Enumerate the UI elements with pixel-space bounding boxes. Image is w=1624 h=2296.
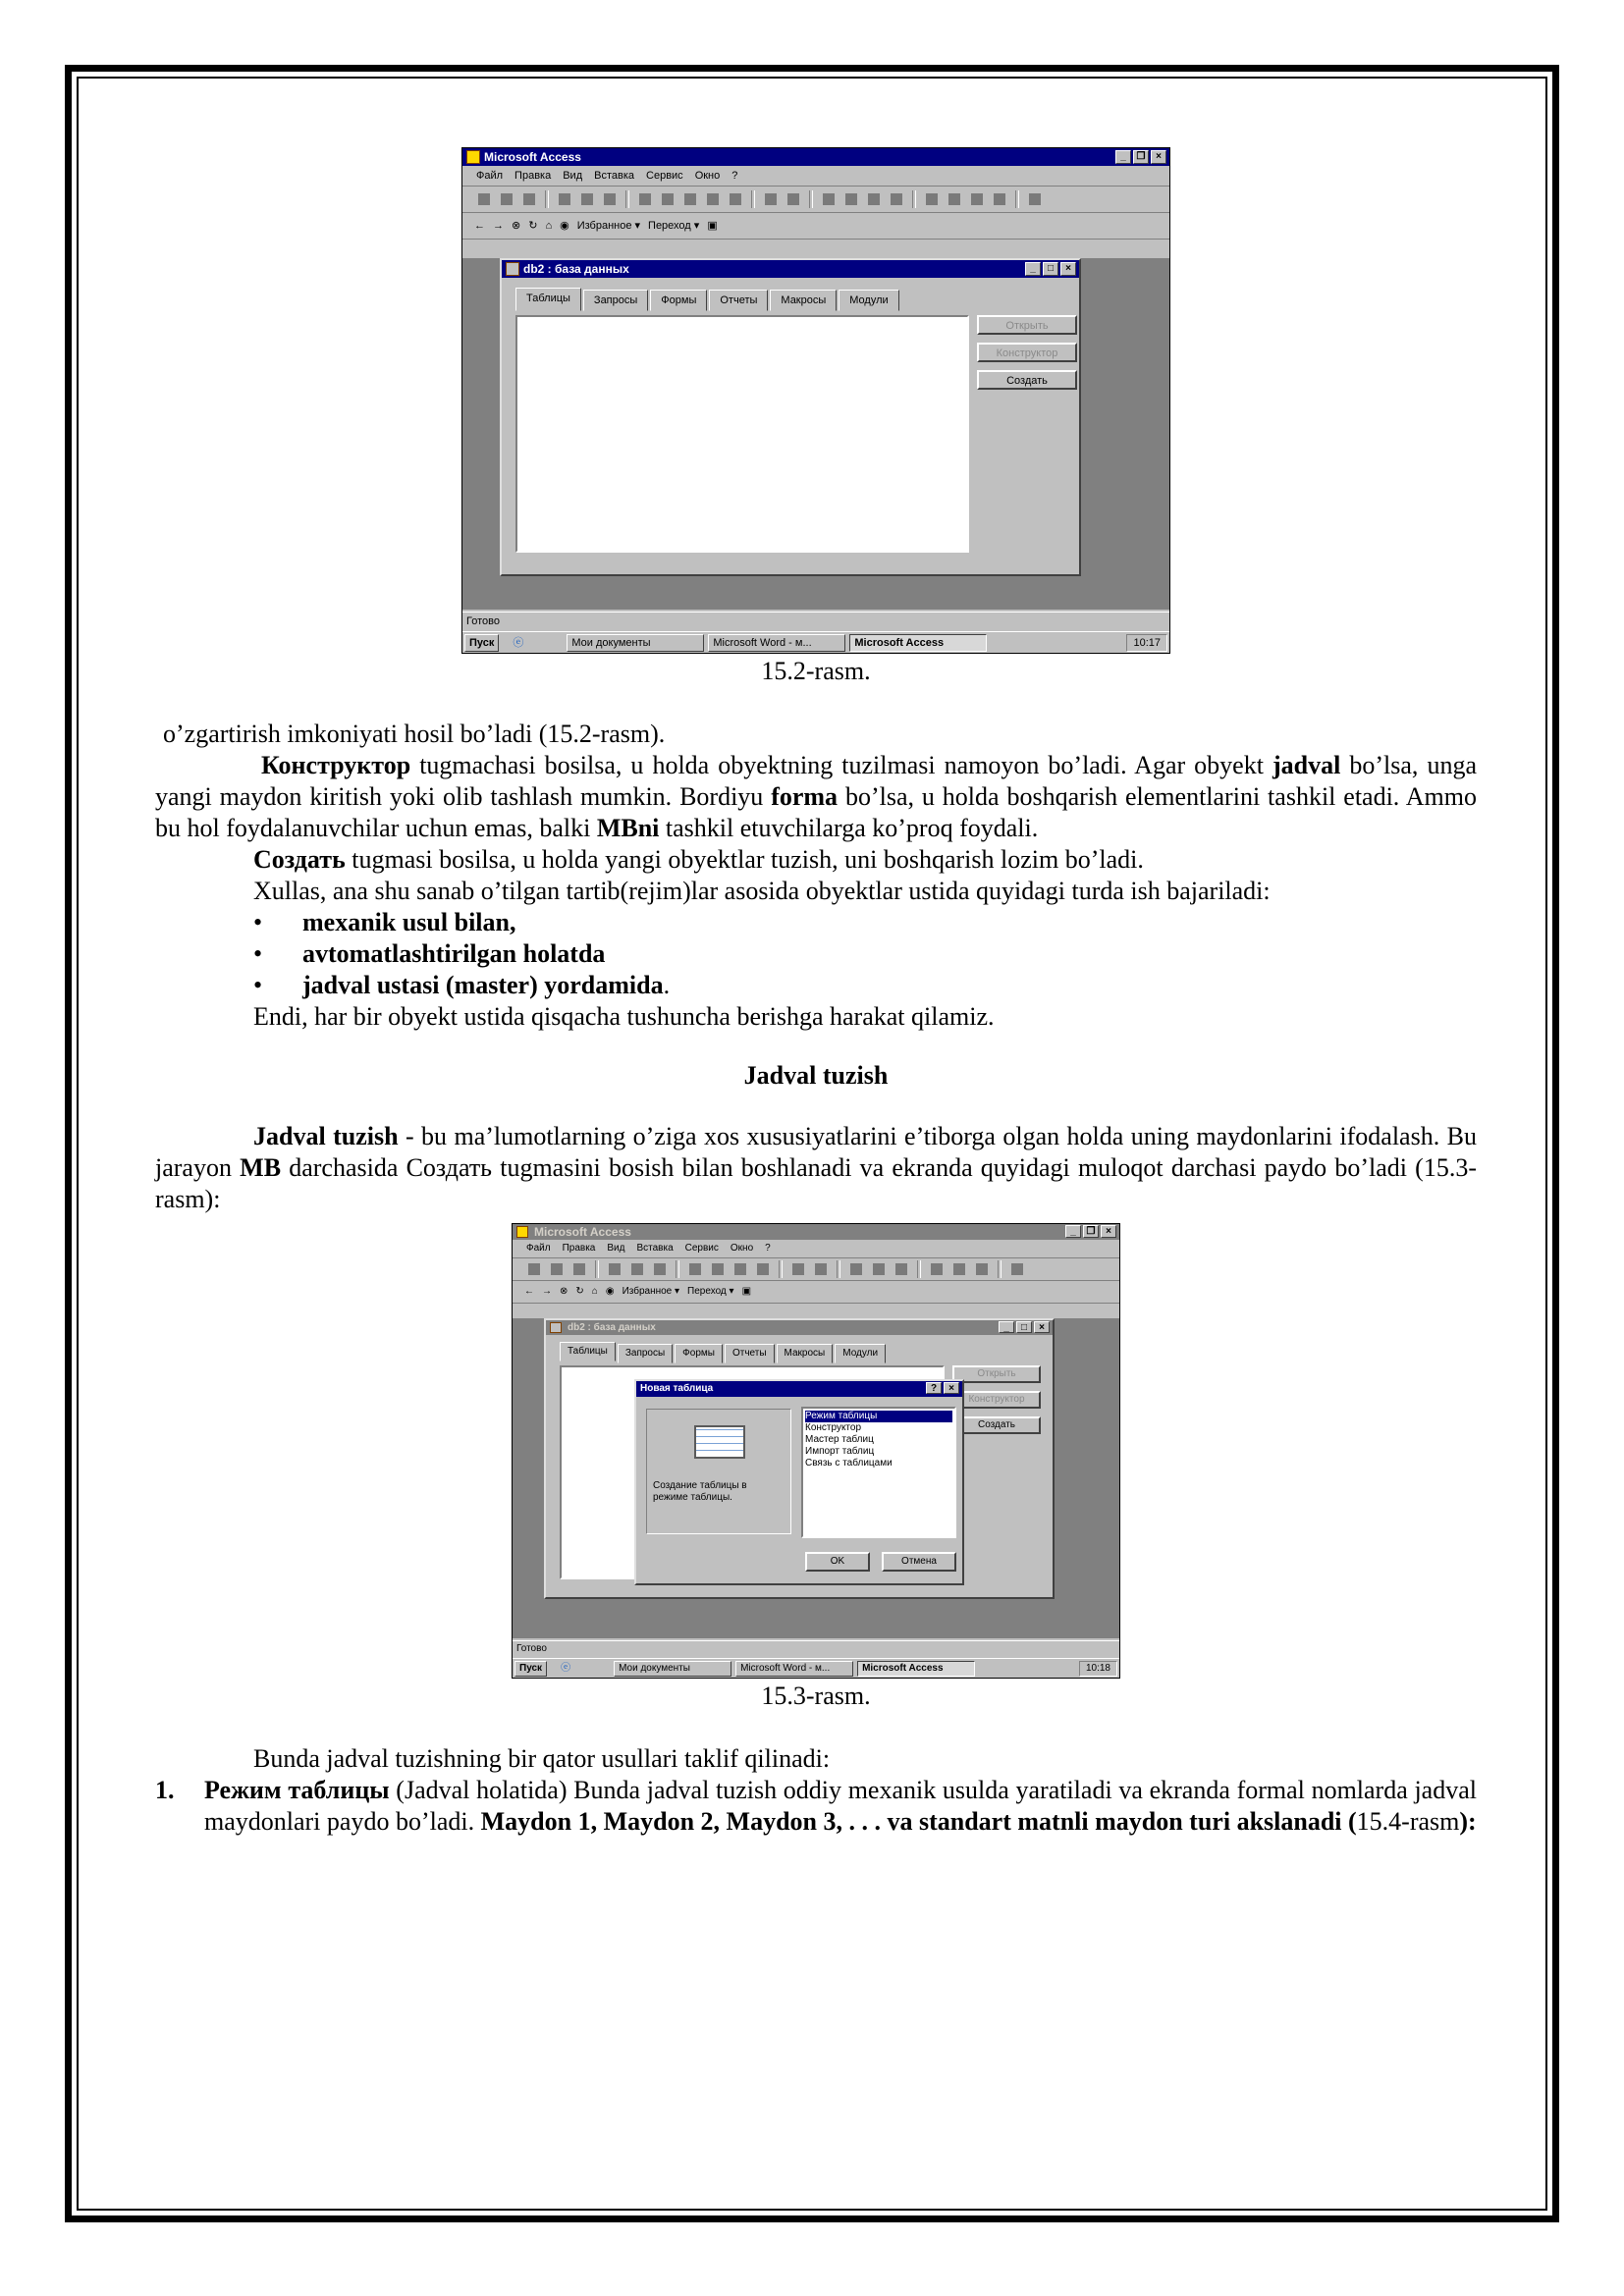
paragraph-1 bbox=[155, 719, 1477, 750]
status-text: Готово bbox=[516, 1643, 547, 1654]
figure-caption-15-2: 15.2-rasm. bbox=[761, 657, 871, 685]
tab-forms[interactable]: Формы bbox=[675, 1344, 723, 1363]
access-title-bar bbox=[462, 148, 1169, 166]
access-title-bar bbox=[513, 1224, 1119, 1240]
paragraph-6 bbox=[155, 1121, 1477, 1215]
menu-view[interactable]: Вид bbox=[607, 1243, 625, 1254]
maximize-icon[interactable]: ❐ bbox=[1133, 150, 1149, 164]
term-jadval: jadval bbox=[1272, 751, 1341, 779]
menu-view[interactable]: Вид bbox=[563, 170, 583, 182]
option-import[interactable]: Импорт таблиц bbox=[805, 1446, 875, 1457]
minimize-icon[interactable]: _ bbox=[1065, 1225, 1081, 1238]
web-toolbar bbox=[462, 213, 1169, 240]
web-toolbar bbox=[513, 1281, 1119, 1304]
new-icon[interactable] bbox=[524, 1259, 544, 1279]
standard-toolbar bbox=[513, 1258, 1119, 1281]
tab-modules[interactable]: Модули bbox=[839, 290, 898, 311]
list-icon[interactable] bbox=[869, 1259, 889, 1279]
option-datasheet[interactable]: Режим таблицы bbox=[805, 1411, 952, 1422]
stop-icon[interactable]: ⊗ bbox=[512, 220, 521, 232]
tab-macros[interactable]: Макросы bbox=[770, 290, 837, 311]
large-icons-icon[interactable] bbox=[819, 189, 839, 209]
window-buttons bbox=[1065, 1225, 1116, 1238]
help-icon[interactable] bbox=[1007, 1259, 1027, 1279]
undo-icon[interactable] bbox=[726, 189, 745, 209]
minimize-icon[interactable]: _ bbox=[1025, 262, 1041, 276]
dialog-title: Новая таблица bbox=[640, 1383, 714, 1394]
open-icon[interactable] bbox=[497, 189, 516, 209]
copy-icon[interactable] bbox=[708, 1259, 728, 1279]
spacer bbox=[155, 1033, 1477, 1060]
analyze-icon[interactable] bbox=[784, 189, 803, 209]
show-web-toolbar-icon[interactable]: ▣ bbox=[741, 1286, 752, 1297]
figure-15-2-screenshot bbox=[461, 147, 1170, 654]
home-icon[interactable]: ⌂ bbox=[591, 1286, 598, 1297]
back-icon[interactable]: ← bbox=[474, 220, 485, 232]
paragraph-2-text-2: bo’lsa, unga yangi maydon kiritish yoki olib tashlash mumkin. Bordiyu bbox=[155, 751, 1477, 811]
database-window-buttons bbox=[999, 1321, 1050, 1333]
list-item-text: mexanik usul bilan, bbox=[302, 908, 516, 936]
database-title: db2 : база данных bbox=[568, 1322, 656, 1333]
code-icon[interactable] bbox=[927, 1259, 947, 1279]
open-icon[interactable] bbox=[547, 1259, 567, 1279]
access-key-icon bbox=[466, 150, 480, 164]
favorites-menu[interactable]: Избранное ▾ bbox=[622, 1286, 680, 1297]
menu-window[interactable]: Окно bbox=[730, 1243, 754, 1254]
standard-toolbar bbox=[462, 187, 1169, 213]
item-text-1: (Jadval holatida) Bunda jadval tuzish oddiy mexanik usulda yaratiladi va ekranda formal nomlarda jadval maydonlari paydo bo’ladi. bbox=[204, 1776, 1477, 1836]
format-painter-icon[interactable] bbox=[703, 189, 723, 209]
print-icon[interactable] bbox=[605, 1259, 624, 1279]
large-icons-icon[interactable] bbox=[846, 1259, 866, 1279]
menu-help[interactable]: ? bbox=[765, 1243, 771, 1254]
paragraph-6-text-1: - bu ma’lumotlarning o’ziga xos xususiyatlarini e’tiborga olgan holda uning maydonlarini ifodalash. Bu jarayon bbox=[155, 1122, 1477, 1182]
section-heading: Jadval tuzish bbox=[743, 1061, 889, 1090]
new-table-dialog bbox=[634, 1379, 964, 1585]
stop-icon[interactable]: ⊗ bbox=[560, 1286, 568, 1297]
bullet-list bbox=[155, 907, 1477, 1001]
term-jadval-tuzish: Jadval tuzish bbox=[253, 1122, 399, 1150]
save-icon[interactable] bbox=[519, 189, 539, 209]
go-menu[interactable]: Переход ▾ bbox=[687, 1286, 734, 1297]
window-buttons bbox=[1115, 150, 1166, 164]
menu-tools[interactable]: Сервис bbox=[684, 1243, 719, 1254]
copy-icon[interactable] bbox=[658, 189, 677, 209]
status-bar bbox=[513, 1640, 1119, 1657]
tab-queries[interactable]: Запросы bbox=[618, 1344, 673, 1363]
relationships-icon[interactable] bbox=[972, 1259, 992, 1279]
app-title: Microsoft Access bbox=[484, 150, 581, 164]
ie-quicklaunch-icon[interactable]: ⓔ bbox=[513, 636, 524, 649]
spacer bbox=[155, 1712, 1477, 1743]
ok-button[interactable]: OK bbox=[805, 1552, 870, 1572]
preview-icon[interactable] bbox=[577, 189, 597, 209]
task-word[interactable]: Microsoft Word - м... bbox=[708, 634, 845, 652]
search-icon[interactable]: ◉ bbox=[605, 1286, 615, 1297]
cut-icon[interactable] bbox=[635, 189, 655, 209]
windows-taskbar bbox=[462, 631, 1169, 653]
dialog-title-bar bbox=[636, 1381, 962, 1397]
maximize-icon[interactable]: □ bbox=[1043, 262, 1058, 276]
spell-icon[interactable] bbox=[600, 189, 620, 209]
database-window-buttons bbox=[1025, 262, 1076, 276]
go-menu[interactable]: Переход ▾ bbox=[648, 220, 700, 232]
task-word[interactable]: Microsoft Word - м... bbox=[735, 1661, 853, 1677]
close-icon[interactable]: × bbox=[1151, 150, 1166, 164]
term-sozdat: Создать bbox=[253, 845, 346, 874]
system-clock: 10:18 bbox=[1079, 1661, 1117, 1677]
paragraph-2-text-3: bo’lsa, u holda boshqarish elementlarini tashkil etadi. Ammo bu hol foydalanuvchilar uchun emas, balki bbox=[155, 782, 1477, 842]
paragraph-5: Endi, har bir obyekt ustida qisqacha tushuncha berishga harakat qilamiz. bbox=[253, 1002, 995, 1031]
term-konstruktor: Конструктор bbox=[261, 751, 411, 779]
list-item bbox=[155, 938, 1477, 970]
code-icon[interactable] bbox=[922, 189, 942, 209]
menu-window[interactable]: Окно bbox=[694, 170, 721, 182]
object-tabs bbox=[560, 1344, 888, 1363]
paragraph-4: Xullas, ana shu sanab o’tilgan tartib(rejim)lar asosida obyektlar ustida quyidagi turda ish bajariladi: bbox=[253, 877, 1271, 905]
minimize-icon[interactable]: _ bbox=[1115, 150, 1131, 164]
database-icon bbox=[550, 1322, 562, 1333]
start-button[interactable]: Пуск bbox=[514, 1661, 547, 1677]
task-my-documents[interactable]: Мои документы bbox=[614, 1661, 731, 1677]
details-icon[interactable] bbox=[887, 189, 906, 209]
task-my-documents[interactable]: Мои документы bbox=[567, 634, 704, 652]
close-icon[interactable]: × bbox=[1060, 262, 1076, 276]
dialog-preview-panel bbox=[646, 1409, 791, 1534]
cut-icon[interactable] bbox=[685, 1259, 705, 1279]
menu-file[interactable]: Файл bbox=[476, 170, 504, 182]
home-icon[interactable]: ⌂ bbox=[545, 220, 553, 232]
help-icon[interactable]: ? bbox=[926, 1382, 942, 1394]
new-object-icon[interactable] bbox=[990, 189, 1009, 209]
menu-tools[interactable]: Сервис bbox=[646, 170, 683, 182]
menu-help[interactable]: ? bbox=[731, 170, 738, 182]
tab-queries[interactable]: Запросы bbox=[583, 290, 648, 311]
database-icon bbox=[506, 262, 519, 276]
favorites-menu[interactable]: Избранное ▾ bbox=[576, 220, 641, 232]
back-icon[interactable]: ← bbox=[524, 1286, 534, 1297]
menu-insert[interactable]: Вставка bbox=[636, 1243, 674, 1254]
tab-reports[interactable]: Отчеты bbox=[709, 290, 768, 311]
task-access[interactable]: Microsoft Access bbox=[857, 1661, 975, 1677]
menu-bar bbox=[462, 166, 1169, 187]
app-title: Microsoft Access bbox=[534, 1225, 631, 1239]
refresh-icon[interactable]: ↻ bbox=[575, 1286, 584, 1297]
mdi-workspace bbox=[462, 258, 1169, 610]
menu-file[interactable]: Файл bbox=[526, 1243, 551, 1254]
dialog-title-buttons bbox=[926, 1382, 959, 1394]
list-item bbox=[155, 970, 1477, 1001]
list-item bbox=[155, 907, 1477, 938]
paragraph-2-text-1: tugmachasi bosilsa, u holda obyektning tuzilmasi namoyon bo’ladi. Agar obyekt bbox=[410, 751, 1272, 779]
item-number: 1. bbox=[155, 1776, 175, 1804]
new-icon[interactable] bbox=[474, 189, 494, 209]
undo-icon[interactable] bbox=[753, 1259, 773, 1279]
database-title: db2 : база данных bbox=[523, 262, 629, 276]
mdi-workspace bbox=[513, 1318, 1119, 1638]
list-icon[interactable] bbox=[864, 189, 884, 209]
paragraph-2-text-4: tashkil etuvchilarga ko’proq foydali. bbox=[659, 814, 1039, 842]
close-icon[interactable]: × bbox=[1034, 1321, 1050, 1333]
object-tabs bbox=[515, 290, 901, 313]
create-button[interactable]: Создать bbox=[977, 370, 1077, 390]
tab-forms[interactable]: Формы bbox=[650, 290, 707, 311]
objects-list[interactable] bbox=[515, 315, 969, 553]
option-link[interactable]: Связь с таблицами bbox=[805, 1458, 893, 1468]
system-clock: 10:17 bbox=[1126, 634, 1167, 652]
paragraph-7: Bunda jadval tuzishning bir qator usullari taklif qilinadi: bbox=[253, 1744, 831, 1773]
properties-icon[interactable] bbox=[945, 189, 964, 209]
dialog-description: Создание таблицы в режиме таблицы. bbox=[653, 1480, 747, 1503]
refresh-icon[interactable]: ↻ bbox=[528, 220, 538, 232]
cancel-button[interactable]: Отмена bbox=[882, 1552, 956, 1572]
database-window bbox=[500, 258, 1081, 576]
item-bold-2: Maydon 1, Maydon 2, Maydon 3, . . . va standart matnli maydon turi akslanadi ( bbox=[480, 1807, 1357, 1836]
numbered-item-1 bbox=[155, 1775, 1477, 1838]
links-icon[interactable] bbox=[761, 189, 781, 209]
close-icon[interactable]: × bbox=[1101, 1225, 1116, 1238]
design-button[interactable]: Конструктор bbox=[952, 1391, 1041, 1409]
status-bar bbox=[462, 612, 1169, 630]
paste-icon[interactable] bbox=[731, 1259, 750, 1279]
paragraph-6-text-2: darchasida Создать tugmasini bosish bilan boshlanadi va ekranda quyidagi muloqot darchasi paydo bo’ladi (15.3-rasm): bbox=[155, 1153, 1477, 1213]
design-button[interactable]: Конструктор bbox=[977, 343, 1077, 362]
search-icon[interactable]: ◉ bbox=[560, 220, 569, 232]
print-icon[interactable] bbox=[555, 189, 574, 209]
menu-bar bbox=[513, 1240, 1119, 1258]
figure-15-3-screenshot bbox=[512, 1223, 1120, 1679]
preview-icon[interactable] bbox=[627, 1259, 647, 1279]
close-icon[interactable]: × bbox=[944, 1382, 959, 1394]
tab-tables[interactable]: Таблицы bbox=[515, 288, 581, 311]
option-design[interactable]: Конструктор bbox=[805, 1422, 862, 1433]
term-mbni: MBni bbox=[596, 814, 660, 842]
menu-edit[interactable]: Правка bbox=[514, 170, 552, 182]
paragraph-2 bbox=[155, 750, 1477, 844]
item-bold-3: ): bbox=[1459, 1807, 1477, 1836]
spacer bbox=[155, 1092, 1477, 1121]
forward-icon[interactable]: → bbox=[493, 220, 504, 232]
save-icon[interactable] bbox=[569, 1259, 589, 1279]
figure-caption-15-3: 15.3-rasm. bbox=[761, 1682, 871, 1710]
links-icon[interactable] bbox=[788, 1259, 808, 1279]
minimize-icon[interactable]: _ bbox=[999, 1321, 1014, 1333]
details-icon[interactable] bbox=[892, 1259, 911, 1279]
menu-insert[interactable]: Вставка bbox=[594, 170, 635, 182]
item-text-2: 15.4-rasm bbox=[1356, 1807, 1460, 1836]
dialog-options-list[interactable] bbox=[801, 1407, 956, 1538]
tab-tables[interactable]: Таблицы bbox=[560, 1342, 616, 1362]
start-button[interactable]: Пуск bbox=[464, 634, 499, 652]
table-icon bbox=[694, 1425, 745, 1459]
analyze-icon[interactable] bbox=[811, 1259, 831, 1279]
option-wizard[interactable]: Мастер таблиц bbox=[805, 1434, 874, 1445]
term-rezhim-tablitsy: Режим таблицы bbox=[204, 1776, 390, 1804]
status-text: Готово bbox=[466, 615, 500, 627]
relationships-icon[interactable] bbox=[967, 189, 987, 209]
maximize-icon[interactable]: □ bbox=[1016, 1321, 1032, 1333]
small-icons-icon[interactable] bbox=[841, 189, 861, 209]
tab-macros[interactable]: Макросы bbox=[777, 1344, 834, 1363]
open-button[interactable]: Открыть bbox=[952, 1365, 1041, 1383]
properties-icon[interactable] bbox=[949, 1259, 969, 1279]
windows-taskbar bbox=[513, 1658, 1119, 1678]
database-title-bar bbox=[502, 260, 1079, 278]
document-content bbox=[155, 147, 1477, 1838]
forward-icon[interactable]: → bbox=[542, 1286, 552, 1297]
show-web-toolbar-icon[interactable]: ▣ bbox=[707, 220, 718, 232]
open-button[interactable]: Открыть bbox=[977, 315, 1077, 335]
database-title-bar bbox=[546, 1320, 1053, 1335]
help-icon[interactable] bbox=[1025, 189, 1045, 209]
access-key-icon bbox=[516, 1226, 528, 1238]
menu-edit[interactable]: Правка bbox=[562, 1243, 596, 1254]
paste-icon[interactable] bbox=[680, 189, 700, 209]
spacer bbox=[155, 687, 1477, 719]
paragraph-1-text: o’zgartirish imkoniyati hosil bo’ladi (15.2-rasm). bbox=[163, 720, 666, 748]
paragraph-3 bbox=[155, 844, 1477, 876]
term-mb: MB bbox=[240, 1153, 282, 1182]
create-button[interactable]: Создать bbox=[952, 1416, 1041, 1434]
paragraph-3-text: tugmasi bosilsa, u holda yangi obyektlar tuzish, uni boshqarish lozim bo’ladi. bbox=[345, 845, 1144, 874]
maximize-icon[interactable]: ❐ bbox=[1083, 1225, 1099, 1238]
task-access[interactable]: Microsoft Access bbox=[849, 634, 987, 652]
tab-modules[interactable]: Модули bbox=[835, 1344, 886, 1363]
ie-quicklaunch-icon[interactable]: ⓔ bbox=[561, 1662, 571, 1674]
tab-reports[interactable]: Отчеты bbox=[725, 1344, 775, 1363]
term-forma: forma bbox=[771, 782, 839, 811]
list-item-text: jadval ustasi (master) yordamida bbox=[302, 971, 664, 999]
list-item-text: avtomatlashtirilgan holatda bbox=[302, 939, 606, 968]
spell-icon[interactable] bbox=[650, 1259, 670, 1279]
list-item-period: . bbox=[663, 971, 671, 999]
